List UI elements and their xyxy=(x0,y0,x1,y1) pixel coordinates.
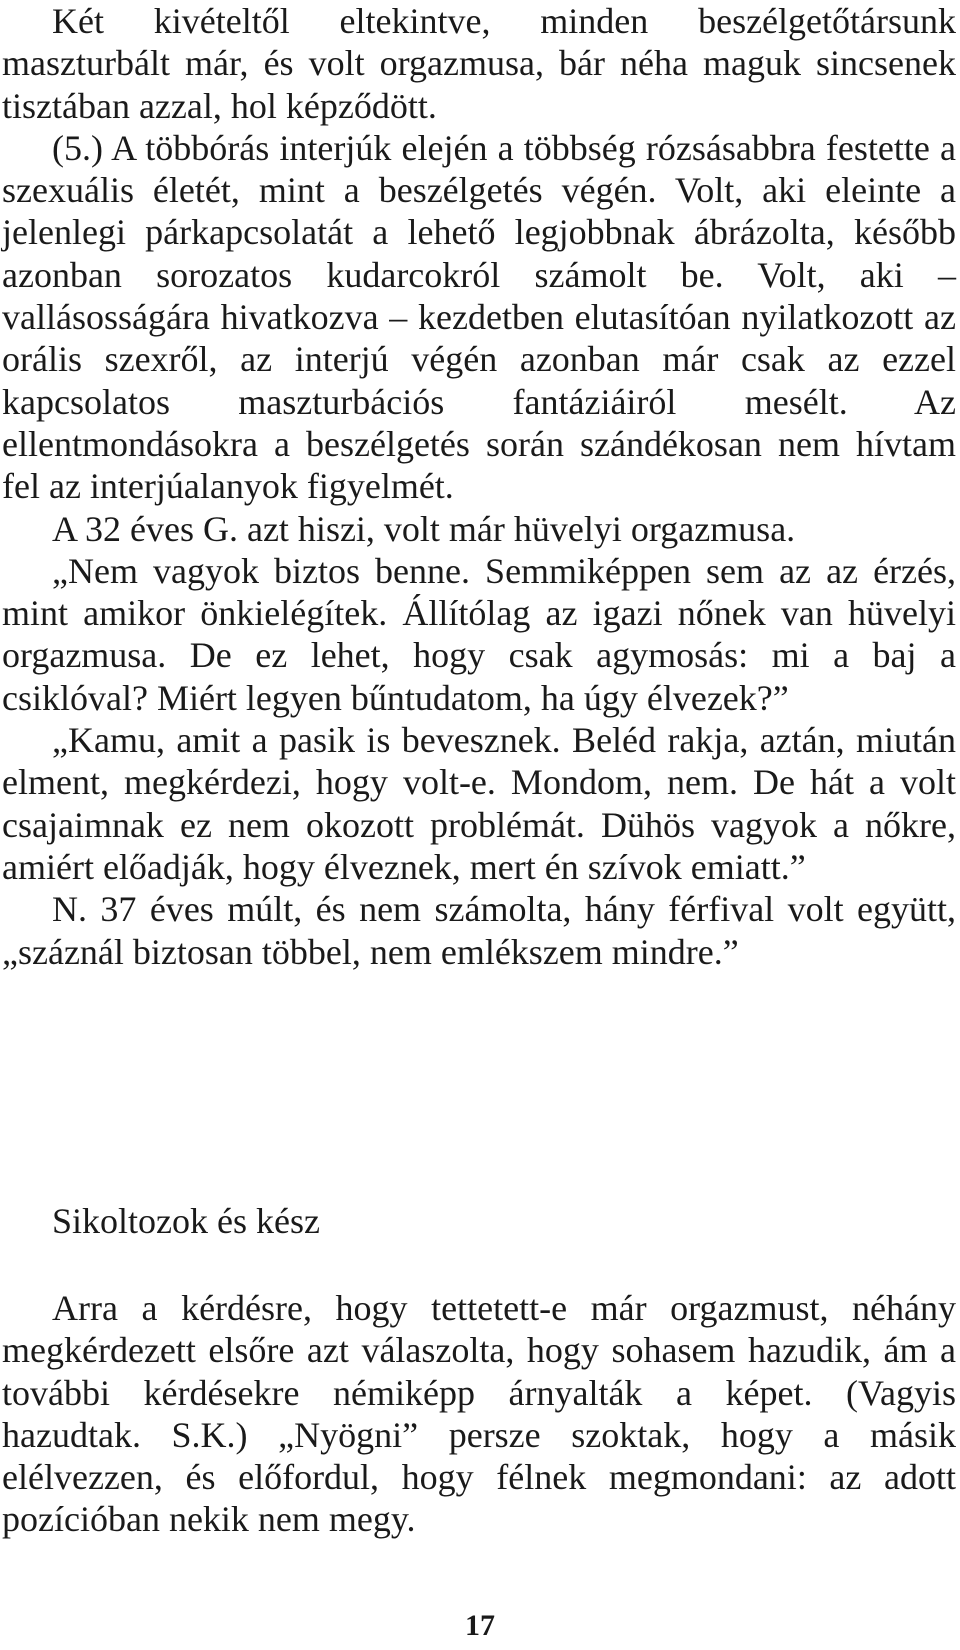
quote-paragraph: „Kamu, amit a pasik is bevesznek. Beléd rakja, aztán, miután elment, megkérdezi, hogy volt-e. Mondom, nem. De hát a volt csajaimnak ez nem okozott problémát. Dühös vagyok a nőkre, amiért előadják, hogy élveznek, mert én szívok emiatt.” xyxy=(2,720,956,887)
paragraph: A 32 éves G. azt hiszi, volt már hüvelyi orgazmusa. xyxy=(52,508,796,549)
paragraph: Arra a kérdésre, hogy tettetett-e már orgazmust, néhány megkérdezett elsőre azt válaszolta, hogy sohasem hazudik, ám a további kérdésekre némiképp árnyalták a képet. (Vagyis hazudtak. S.K.) „Nyögni” persze szoktak, hogy a másik elélvezzen, és előfordul, hogy félnek megmondani: az adott pozícióban nekik nem megy. xyxy=(2,1288,956,1540)
paragraph: Két kivételtől eltekintve, minden beszélgetőtársunk maszturbált már, és volt orgazmusa, bár néha maguk sincsenek tisztában azzal, hol képződött. xyxy=(2,1,956,126)
section-body-text xyxy=(2,1287,956,1541)
quote-paragraph: „Nem vagyok biztos benne. Semmiképpen sem az az érzés, mint amikor önkielégítek. Állítólag az igazi nőnek van hüvelyi orgazmusa. De ez lehet, hogy csak agymosás: mi a baj a csiklóval? Miért legyen bűntudatom, ha úgy élvezek?” xyxy=(2,550,956,718)
section-heading: Sikoltozok és kész xyxy=(52,1201,320,1241)
paragraph: (5.) A többórás interjúk elején a többség rózsásabbra festette a szexuális életét, mint a beszélgetés végén. Volt, aki eleinte a jelenlegi párkapcsolatát a lehető legjobbnak ábrázolta, később azonban sorozatos kudarcokról számolt be. Volt, aki – vallásosságára hivatkozva – kezdetben elutasítóan nyilatkozott az orális szexről, az interjú végén azonban már csak az ezzel kapcsolatos maszturbációs fantáziáiról mesélt. Az ellentmondásokra a beszélgetés során szándékosan nem hívtam fel az interjúalanyok figyelmét. xyxy=(2,127,956,507)
paragraph: N. 37 éves múlt, és nem számolta, hány férfival volt együtt, „száznál biztosan többel, nem emlékszem mindre.” xyxy=(2,889,956,972)
body-text xyxy=(2,0,956,973)
page-number: 17 xyxy=(465,1609,495,1642)
